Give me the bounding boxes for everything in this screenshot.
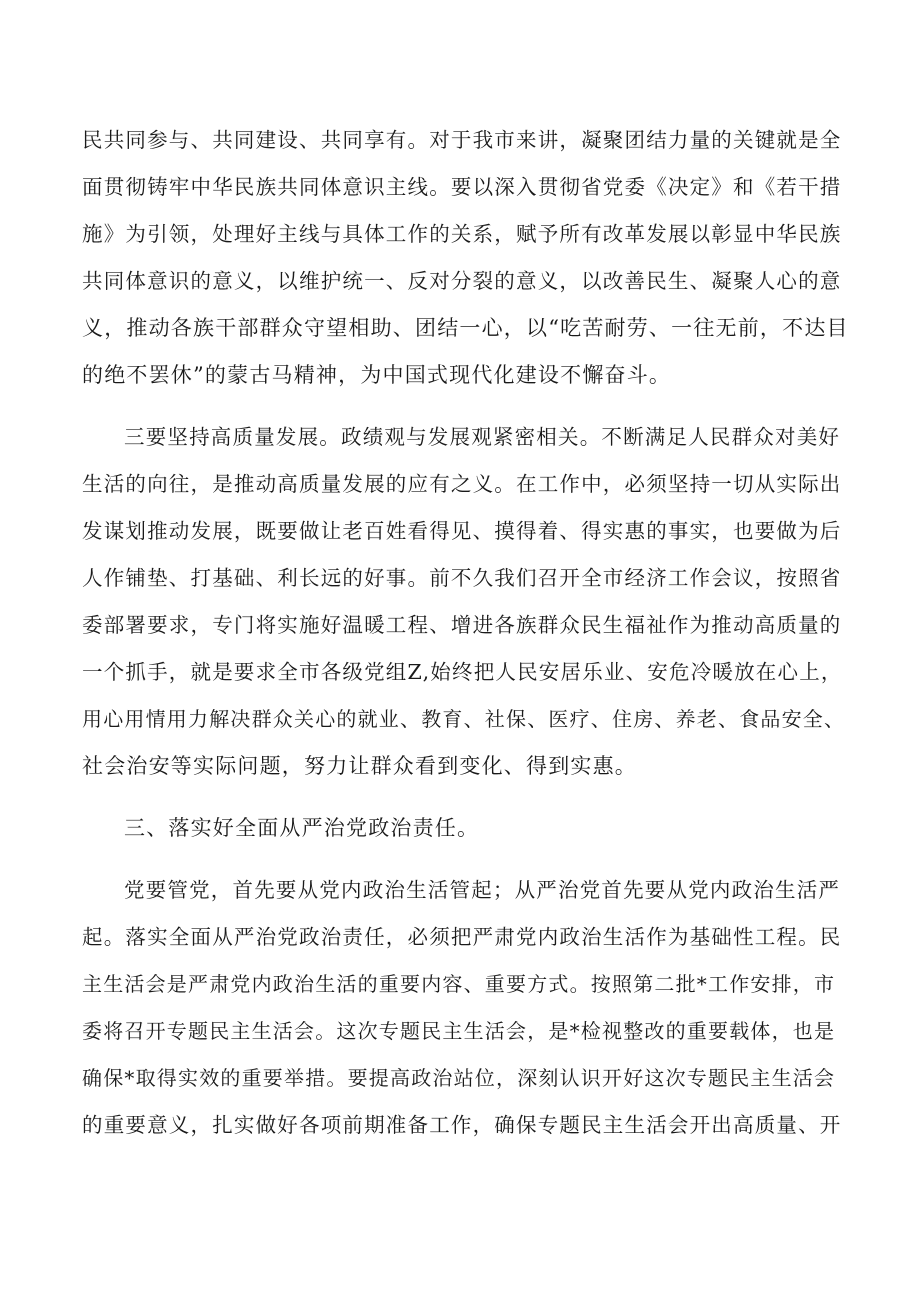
text-line: 确保*取得实效的重要举措。要提高政治站位，深刻认识开好这次专题民主生活会 xyxy=(82,1066,836,1090)
text-line: 主生活会是严肃党内政治生活的重要内容、重要方式。按照第二批*工作安排，市 xyxy=(82,972,836,996)
text-line: 委将召开专题民主生活会。这次专题民主生活会，是*检视整改的重要载体，也是 xyxy=(82,1019,836,1043)
section-heading: 三、落实好全面从严治党政治责任。 xyxy=(124,816,480,840)
text-line: 委部署要求，专门将实施好温暖工程、增进各族群众民生福祉作为推动高质量的 xyxy=(82,613,842,637)
text-line: 生活的向往，是推动高质量发展的应有之义。在工作中，必须坚持一切从实际出 xyxy=(82,472,842,496)
text-line: 发谋划推动发展，既要做让老百姓看得见、摸得着、得实惠的事实，也要做为后 xyxy=(82,519,842,543)
text-line: 义，推动各族干部群众守望相助、团结一心，以“吃苦耐劳、一往无前，不达目 xyxy=(82,316,849,340)
text-line: 一个抓手，就是要求全市各级党组Z,始终把人民安居乐业、安危冷暖放在心上， xyxy=(82,660,843,684)
text-line: 共同体意识的意义，以维护统一、反对分裂的意义，以改善民生、凝聚人心的意 xyxy=(82,269,842,293)
text-line: 面贯彻铸牢中华民族共同体意识主线。要以深入贯彻省党委《决定》和《若干措 xyxy=(82,175,842,199)
text-line: 社会治安等实际问题，努力让群众看到变化、得到实惠。 xyxy=(82,754,637,778)
text-line: 起。落实全面从严治党政治责任，必须把严肃党内政治生活作为基础性工程。民 xyxy=(82,925,842,949)
text-line: 党要管党，首先要从党内政治生活管起；从严治党首先要从党内政治生活严 xyxy=(124,878,841,902)
text-line: 的重要意义，扎实做好各项前期准备工作，确保专题民主生活会开出高质量、开 xyxy=(82,1113,842,1137)
text-line: 民共同参与、共同建设、共同享有。对于我市来讲，凝聚团结力量的关键就是全 xyxy=(82,128,842,152)
text-line: 施》为引领，处理好主线与具体工作的关系，赋予所有改革发展以彰显中华民族 xyxy=(82,222,842,246)
text-line: 人作铺垫、打基础、利长远的好事。前不久我们召开全市经济工作会议，按照省 xyxy=(82,566,842,590)
text-line: 的绝不罢休”的蒙古马精神，为中国式现代化建设不懈奋斗。 xyxy=(82,363,672,387)
text-line: 三要坚持高质量发展。政绩观与发展观紧密相关。不断满足人民群众对美好 xyxy=(124,425,841,449)
text-line: 用心用情用力解决群众关心的就业、教育、社保、医疗、住房、养老、食品安全、 xyxy=(82,707,846,731)
